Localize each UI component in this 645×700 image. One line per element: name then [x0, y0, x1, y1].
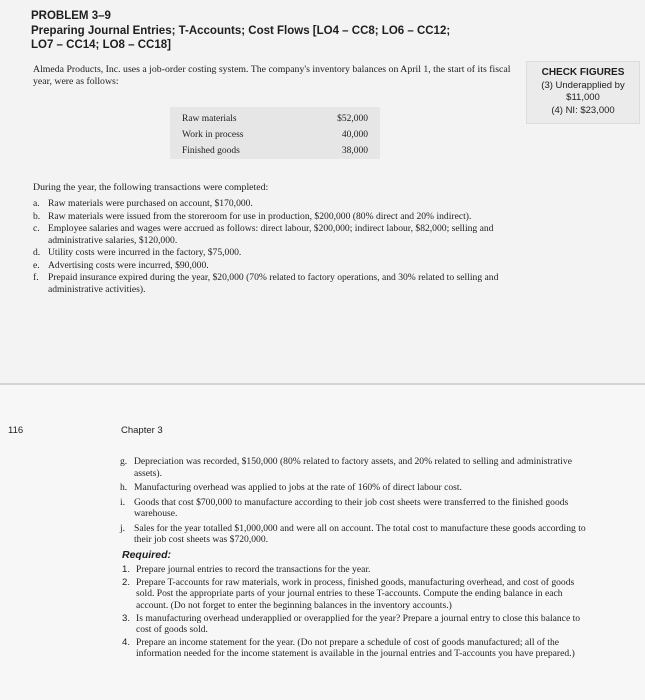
- item-letter: i.: [120, 496, 126, 508]
- list-item: [120, 523, 590, 546]
- inventory-balances-table: [170, 107, 380, 163]
- item-number: 4.: [122, 637, 131, 649]
- item-text: Prepare an income statement for the year. (Do not prepare a schedule of cost of goods manufactured; all of the information needed for the income statement is available in the journal entries and T-accounts you have prepared.): [136, 637, 575, 660]
- item-letter: b.: [33, 210, 41, 222]
- list-item: [120, 456, 590, 479]
- item-text: Manufacturing overhead was applied to jobs at the rate of 160% of direct labour cost.: [134, 482, 462, 493]
- list-item: [33, 247, 523, 259]
- list-item: [120, 482, 590, 494]
- item-text: Utility costs were incurred in the factory, $75,000.: [48, 247, 242, 258]
- transactions-list-cont: [120, 456, 590, 549]
- list-item: [33, 223, 523, 246]
- page-number: 116: [8, 425, 24, 436]
- balance-label: Raw materials: [182, 114, 237, 124]
- balance-amount: $52,000: [337, 114, 368, 124]
- item-letter: h.: [120, 482, 128, 493]
- item-text: Prepare journal entries to record the transactions for the year.: [136, 564, 371, 575]
- intro-text: Almeda Products, Inc. uses a job-order costing system. The company's inventory balances on April 1, the start of its fiscal year, were as follows:: [33, 64, 511, 87]
- item-number: 3.: [122, 612, 131, 624]
- item-text: Depreciation was recorded, $150,000 (80% related to factory assets, and 20% related to selling and administrative assets).: [134, 456, 572, 479]
- problem-number: PROBLEM 3–9: [31, 10, 111, 22]
- chapter-label: Chapter 3: [121, 425, 163, 436]
- list-item: [120, 497, 590, 520]
- list-item: [120, 564, 590, 575]
- transactions-intro: During the year, the following transactions were completed:: [33, 182, 269, 193]
- list-item: [33, 211, 523, 223]
- item-letter: c.: [33, 223, 40, 234]
- problem-title: [31, 9, 450, 53]
- item-text: Employee salaries and wages were accrued as follows: direct labour, $200,000; indirect labour, $82,000; selling and administrative salaries, $120,000.: [48, 223, 494, 246]
- item-text: Goods that cost $700,000 to manufacture according to their job cost sheets were transferred to the finished goods warehouse.: [134, 496, 569, 519]
- balance-label: Work in process: [182, 130, 244, 140]
- list-item: [120, 613, 590, 635]
- list-item: [33, 198, 523, 210]
- item-letter: j.: [120, 522, 126, 534]
- balance-amount: 40,000: [341, 130, 368, 140]
- item-letter: a.: [33, 198, 40, 209]
- item-text: Raw materials were issued from the storeroom for use in production, $200,000 (80% direct and 20% indirect).: [48, 210, 472, 222]
- item-number: 2.: [122, 577, 131, 589]
- item-text: Advertising costs were incurred, $90,000.: [48, 259, 209, 271]
- table-row: [170, 127, 380, 143]
- item-text: Prepare T-accounts for raw materials, work in process, finished goods, manufacturing overhead, and cost of goods sold. Post the appropriate parts of your journal entries to these T-accounts. Compute the ending balance in each account. (Do not forget to enter the beginning balances in the inventory accounts.): [136, 577, 575, 611]
- list-item: [120, 637, 590, 659]
- check-figure-line: (4) NI: $23,000: [551, 104, 615, 116]
- item-number: 1.: [122, 564, 131, 575]
- list-item: [120, 577, 590, 611]
- list-item: [33, 260, 523, 272]
- item-letter: e.: [33, 259, 40, 271]
- transactions-list: [33, 198, 523, 296]
- problem-heading: Preparing Journal Entries; T-Accounts; Cost Flows [LO4 – CC8; LO6 – CC12;: [31, 24, 451, 37]
- item-letter: g.: [120, 456, 128, 467]
- item-letter: f.: [33, 272, 39, 283]
- required-list: [120, 564, 590, 662]
- list-item: [33, 272, 523, 295]
- check-figure-line: (3) Underapplied by: [541, 79, 625, 91]
- table-row: [170, 107, 380, 127]
- item-text: Is manufacturing overhead underapplied or overapplied for the year? Prepare a journal entry to close this balance to cost of goods sold.: [136, 612, 581, 636]
- check-figures-heading: CHECK FIGURES: [541, 67, 625, 78]
- check-figure-line: $11,000: [566, 92, 600, 103]
- required-heading: Required:: [122, 549, 172, 561]
- item-text: Prepaid insurance expired during the year, $20,000 (70% related to factory operations, and 30% related to selling and administrative activities).: [48, 272, 499, 295]
- balance-label: Finished goods: [182, 146, 240, 156]
- balance-amount: 38,000: [341, 146, 368, 156]
- problem-heading-cont: LO7 – CC14; LO8 – CC18]: [31, 39, 171, 51]
- item-text: Sales for the year totalled $1,000,000 and were all on account. The total cost to manufacture these goods according to their job cost sheets was $720,000.: [134, 522, 586, 545]
- check-figures-box: [526, 61, 640, 124]
- table-row: [170, 143, 380, 163]
- item-letter: d.: [33, 247, 41, 258]
- item-text: Raw materials were purchased on account, $170,000.: [48, 198, 253, 209]
